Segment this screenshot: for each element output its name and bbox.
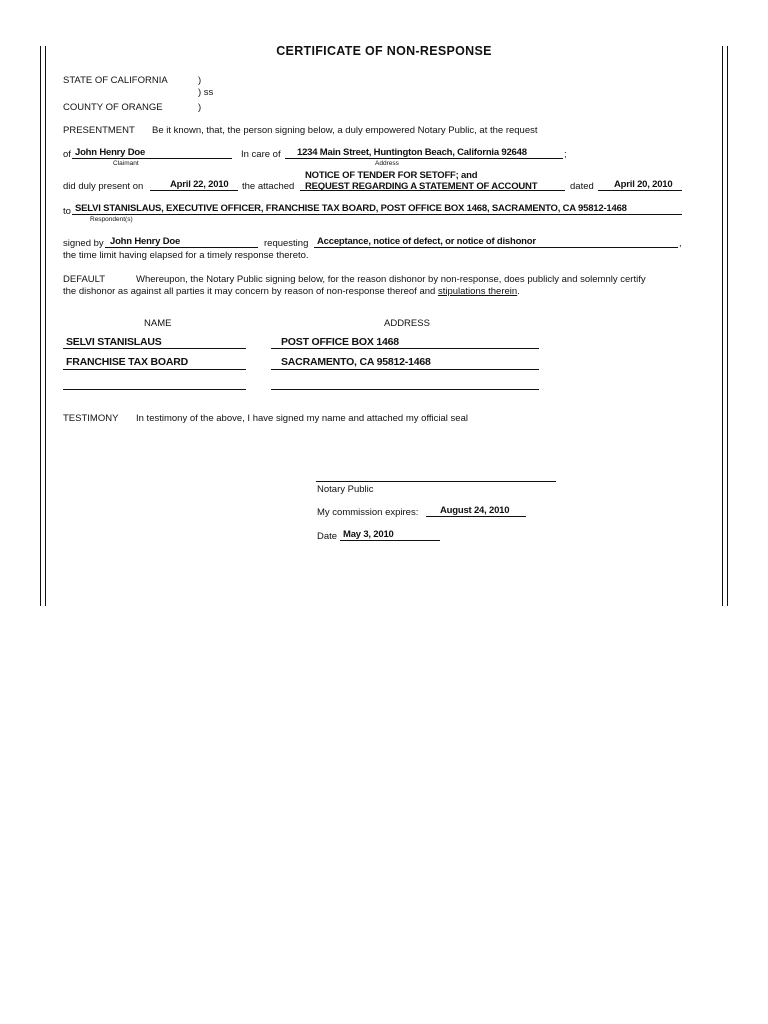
to-label: to	[63, 206, 71, 217]
page-title: CERTIFICATE OF NON-RESPONSE	[276, 44, 492, 58]
presentment-heading: PRESENTMENT	[63, 125, 135, 136]
requesting-field: Acceptance, notice of defect, or notice of dishonor	[317, 236, 536, 247]
party-2-name-underline	[63, 369, 246, 370]
respondent-caption: Respondent(s)	[90, 216, 133, 223]
testimony-text: In testimony of the above, I have signed my name and attached my official seal	[136, 413, 468, 424]
county-label: COUNTY OF ORANGE	[63, 102, 163, 113]
dated-label: dated	[570, 181, 594, 192]
default-line-1: Whereupon, the Notary Public signing below, for the reason dishonor by non-response, does publicly and solemnly certify	[136, 274, 646, 285]
present-date-underline	[150, 190, 238, 191]
signed-label: signed by	[63, 238, 104, 249]
respondent-underline	[72, 214, 682, 215]
signed-underline	[105, 247, 258, 248]
party-1-name-underline	[63, 348, 246, 349]
commission-underline	[426, 516, 526, 517]
address-caption: Address	[375, 160, 399, 167]
requesting-underline	[314, 247, 678, 248]
testimony-heading: TESTIMONY	[63, 413, 119, 424]
address-underline	[285, 158, 563, 159]
default-heading: DEFAULT	[63, 274, 106, 285]
date-field: May 3, 2010	[343, 529, 394, 540]
document-line-1: NOTICE OF TENDER FOR SETOFF; and	[305, 170, 478, 181]
party-3-name-underline	[63, 389, 246, 390]
notary-label: Notary Public	[317, 484, 374, 495]
attached-label: the attached	[242, 181, 295, 192]
claimant-caption: Claimant	[113, 160, 139, 167]
party-1-address: POST OFFICE BOX 1468	[281, 336, 399, 348]
default-line-2	[63, 286, 520, 297]
address-field: 1234 Main Street, Huntington Beach, California 92648	[297, 147, 527, 158]
party-1-name: SELVI STANISLAUS	[66, 336, 162, 348]
party-3-address-underline	[271, 389, 539, 390]
party-2-address-underline	[271, 369, 539, 370]
present-label: did duly present on	[63, 181, 144, 192]
date-label: Date	[317, 531, 338, 542]
left-border-inner	[45, 46, 46, 606]
party-2-name: FRANCHISE TAX BOARD	[66, 356, 189, 368]
stipulations-text: stipulations therein	[437, 286, 518, 297]
claimant-field: John Henry Doe	[75, 147, 146, 158]
party-1-address-underline	[271, 348, 539, 349]
care-label: In care of	[241, 149, 281, 160]
present-date-field: April 22, 2010	[170, 179, 229, 190]
address-column-header: ADDRESS	[384, 318, 430, 329]
name-column-header: NAME	[144, 318, 172, 329]
right-border-inner	[722, 46, 723, 606]
notary-signature-line	[316, 481, 556, 482]
commission-label: My commission expires:	[317, 507, 419, 518]
default-line-2-text: the dishonor as against all parties it may concern by reason of non-response thereof and	[63, 286, 436, 297]
venue-ss: ) ss	[198, 87, 214, 98]
dated-underline	[598, 190, 682, 191]
default-end: .	[517, 286, 520, 297]
right-border-outer	[727, 46, 728, 606]
of-label: of	[63, 149, 71, 160]
address-end: ;	[564, 149, 567, 160]
claimant-underline	[72, 158, 232, 159]
time-limit-text: the time limit having elapsed for a timely response thereto.	[63, 250, 309, 261]
venue-paren-1: )	[198, 75, 202, 86]
commission-field: August 24, 2010	[440, 505, 510, 516]
dated-field: April 20, 2010	[614, 179, 673, 190]
requesting-end: ,	[679, 238, 682, 249]
presentment-intro: Be it known, that, the person signing below, a duly empowered Notary Public, at the request	[152, 125, 538, 136]
respondent-field: SELVI STANISLAUS, EXECUTIVE OFFICER, FRANCHISE TAX BOARD, POST OFFICE BOX 1468, SACRAMENTO, CA 95812-1468	[75, 203, 627, 214]
signed-field: John Henry Doe	[110, 236, 181, 247]
requesting-label: requesting	[264, 238, 309, 249]
document-line-2: REQUEST REGARDING A STATEMENT OF ACCOUNT	[305, 181, 538, 192]
party-2-address: SACRAMENTO, CA 95812-1468	[281, 356, 431, 368]
left-border-outer	[40, 46, 41, 606]
state-label: STATE OF CALIFORNIA	[63, 75, 168, 86]
venue-paren-3: )	[198, 102, 202, 113]
date-underline	[340, 540, 440, 541]
document-underline	[300, 190, 565, 191]
